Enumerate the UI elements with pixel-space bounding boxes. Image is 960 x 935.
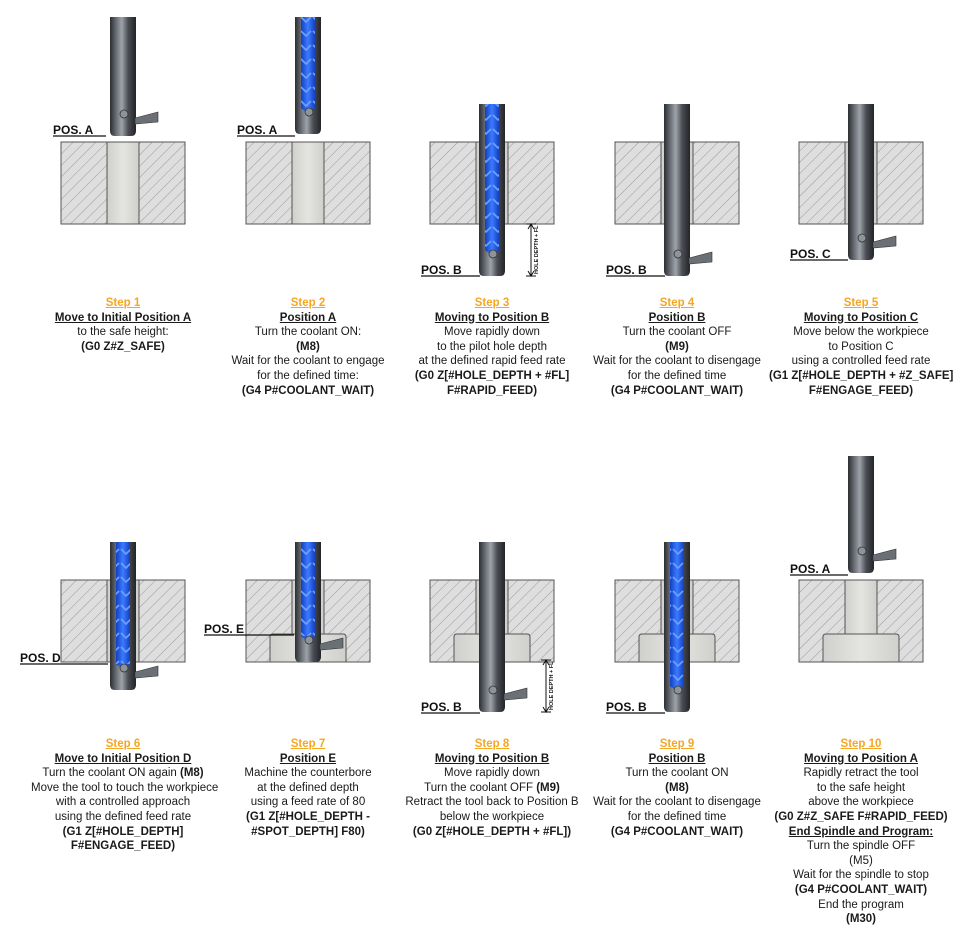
step-instruction xyxy=(585,810,769,825)
step-heading xyxy=(31,752,215,767)
cutting-insert-arm xyxy=(689,252,712,264)
step-heading xyxy=(216,311,400,326)
coolant-flow-arrows xyxy=(301,17,315,108)
step-instruction xyxy=(31,795,215,810)
line-text: (M30) xyxy=(845,913,877,926)
step-instruction xyxy=(31,810,215,825)
tool-screw xyxy=(489,250,497,258)
gcode-command xyxy=(769,369,953,384)
line-text: Moving to Position A xyxy=(804,752,918,765)
depth-dimension xyxy=(526,224,540,276)
line-text: Wait for the spindle to stop xyxy=(793,869,929,882)
line-text: End the program xyxy=(818,898,904,911)
line-text: to the pilot hole depth xyxy=(437,340,547,353)
step-instruction xyxy=(585,369,769,384)
line-text: Move rapidly down xyxy=(444,767,540,780)
line-text: at the defined depth xyxy=(257,781,359,794)
step-instruction xyxy=(31,766,215,781)
step-heading xyxy=(585,311,769,326)
line-text: Wait for the coolant to disengage xyxy=(593,355,761,368)
line-text: (G0 Z#Z_SAFE) xyxy=(81,340,165,353)
step-title: Step 1 xyxy=(105,297,141,309)
line-text: (M8) xyxy=(665,781,689,794)
dimension-label: HOLE DEPTH + FL xyxy=(534,225,540,274)
step-9-description xyxy=(585,737,769,839)
line-text: (G4 P#COOLANT_WAIT) xyxy=(610,384,744,397)
gcode-command xyxy=(769,810,953,825)
position-label: POS. E xyxy=(204,622,245,636)
gcode-command xyxy=(400,384,584,399)
position-label: POS. A xyxy=(53,123,94,137)
line-text: to the safe height: xyxy=(77,326,169,339)
gcode-command xyxy=(585,825,769,840)
boring-tool xyxy=(110,17,158,136)
gcode-command xyxy=(400,369,584,384)
step-title: Step 10 xyxy=(840,738,882,750)
line-text: (G1 Z[#HOLE_DEPTH + #Z_SAFE] xyxy=(769,369,954,382)
step-title: Step 2 xyxy=(290,297,326,309)
line-text: using the defined feed rate xyxy=(54,810,192,823)
step-6-description xyxy=(31,737,219,854)
gcode-command xyxy=(216,810,400,825)
cutting-insert-arm xyxy=(504,688,527,700)
line-text: Wait for the coolant to disengage xyxy=(593,796,761,809)
line-text: below the workpiece xyxy=(439,810,545,823)
boring-tool xyxy=(848,456,896,573)
step-title: Step 4 xyxy=(659,297,695,309)
line-text: #SPOT_DEPTH] F80) xyxy=(251,825,365,838)
line-text: Turn the coolant OFF xyxy=(622,326,732,339)
line-text: Position A xyxy=(279,311,337,324)
line-text: F#ENGAGE_FEED) xyxy=(808,384,914,397)
step-heading xyxy=(769,311,953,326)
gcode-command xyxy=(769,384,953,399)
step-heading xyxy=(400,752,584,767)
line-text: Position B xyxy=(648,752,706,765)
step-10-description xyxy=(769,737,953,927)
line-text: Turn the coolant OFF xyxy=(424,781,537,794)
coolant-flow-arrows xyxy=(485,104,499,250)
line-text: (M5) xyxy=(849,854,873,867)
step-instruction xyxy=(769,781,953,796)
workpiece-block xyxy=(799,580,923,662)
gcode-command xyxy=(216,384,400,399)
tool-screw xyxy=(305,108,313,116)
cutting-insert-arm xyxy=(873,236,896,248)
step-8-description xyxy=(400,737,584,839)
line-text: (G1 Z[#HOLE_DEPTH - xyxy=(246,810,370,823)
pilot-bore xyxy=(107,142,139,224)
line-text: Move the tool to touch the workpiece xyxy=(31,781,219,794)
coolant-flow-arrows xyxy=(301,542,315,636)
line-text: (G0 Z[#HOLE_DEPTH + #FL] xyxy=(414,369,570,382)
step-instruction xyxy=(585,325,769,340)
line-text: (G1 Z[#HOLE_DEPTH] xyxy=(62,825,184,838)
line-text: to the safe height xyxy=(816,781,906,794)
line-text: (G4 P#COOLANT_WAIT) xyxy=(794,883,928,896)
step-instruction xyxy=(585,354,769,369)
line-text: Turn the spindle OFF xyxy=(806,840,916,853)
step-title: Step 9 xyxy=(659,738,695,750)
line-text: F#ENGAGE_FEED) xyxy=(70,840,176,853)
position-label: POS. A xyxy=(790,562,831,576)
gcode-command xyxy=(585,384,769,399)
tool-screw xyxy=(858,547,866,555)
gcode-command xyxy=(216,340,400,355)
line-text: Move to Initial Position A xyxy=(54,311,192,324)
step-heading xyxy=(585,752,769,767)
tool-screw xyxy=(305,636,313,644)
cutting-insert-arm xyxy=(873,549,896,561)
line-text: End Spindle and Program: xyxy=(788,825,934,838)
boring-tool xyxy=(664,542,690,712)
step-instruction xyxy=(400,810,584,825)
gcode-command xyxy=(31,825,215,840)
line-text: Move below the workpiece xyxy=(793,326,929,339)
tool-screw xyxy=(120,664,128,672)
workpiece-block xyxy=(61,142,185,224)
line-text: to Position C xyxy=(828,340,894,353)
boring-tool xyxy=(479,104,505,276)
gcode-command xyxy=(769,912,953,927)
step-instruction xyxy=(585,795,769,810)
step-heading xyxy=(769,825,953,840)
pilot-bore xyxy=(845,580,877,634)
line-text: Machine the counterbore xyxy=(244,767,372,780)
step-1-description xyxy=(31,296,215,354)
step-instruction xyxy=(400,340,584,355)
step-instruction xyxy=(769,766,953,781)
line-text: F#RAPID_FEED) xyxy=(446,384,538,397)
line-text: Position E xyxy=(279,752,337,765)
step-4-description xyxy=(585,296,769,398)
gcode-command xyxy=(31,340,215,355)
line-text: Moving to Position B xyxy=(434,311,550,324)
gcode-command xyxy=(400,825,584,840)
line-text: for the defined time xyxy=(627,810,727,823)
line-text: for the defined time: xyxy=(257,369,359,382)
line-text: Move to Initial Position D xyxy=(54,752,192,765)
coolant-flow-arrows xyxy=(670,542,684,686)
line-text: (G0 Z#Z_SAFE F#RAPID_FEED) xyxy=(774,810,948,823)
position-label: POS. D xyxy=(20,651,61,665)
line-text: Moving to Position B xyxy=(434,752,550,765)
line-text: with a controlled approach xyxy=(55,796,191,809)
gcode-command xyxy=(585,340,769,355)
tool-screw xyxy=(120,110,128,118)
gcode-command xyxy=(31,839,215,854)
position-label: POS. C xyxy=(790,247,831,261)
gcode-command xyxy=(585,781,769,796)
line-text: Rapidly retract the tool xyxy=(803,767,919,780)
line-text: Wait for the coolant to engage xyxy=(231,355,385,368)
step-title: Step 7 xyxy=(290,738,326,750)
cutting-insert-arm xyxy=(135,666,158,678)
line-text: Turn the coolant ON xyxy=(625,767,729,780)
step-3-description xyxy=(400,296,584,398)
step-title: Step 3 xyxy=(474,297,510,309)
tool-shank xyxy=(848,456,874,573)
line-text: Retract the tool back to Position B xyxy=(405,796,579,809)
boring-tool xyxy=(295,17,321,134)
position-label: POS. B xyxy=(606,700,647,714)
tool-screw xyxy=(858,234,866,242)
line-text: (M8) xyxy=(296,340,320,353)
step-instruction xyxy=(216,354,400,369)
line-text: Move rapidly down xyxy=(444,326,540,339)
tool-screw xyxy=(674,686,682,694)
pilot-bore xyxy=(292,142,324,224)
line-text: using a controlled feed rate xyxy=(791,355,931,368)
step-instruction xyxy=(769,354,953,369)
gcode-command: (M9) xyxy=(536,781,560,794)
line-text: Turn the coolant ON: xyxy=(254,326,362,339)
step-instruction xyxy=(769,340,953,355)
line-text: at the defined rapid feed rate xyxy=(418,355,566,368)
position-label: POS. A xyxy=(237,123,278,137)
line-text: using a feed rate of 80 xyxy=(250,796,366,809)
dimension-label: HOLE DEPTH + FL xyxy=(549,661,555,710)
line-text: (G4 P#COOLANT_WAIT) xyxy=(610,825,744,838)
step-heading xyxy=(31,311,215,326)
step-instruction xyxy=(216,369,400,384)
line-text: (G0 Z[#HOLE_DEPTH + #FL]) xyxy=(412,825,572,838)
step-instruction xyxy=(216,766,400,781)
step-instruction xyxy=(31,781,219,796)
step-heading xyxy=(216,752,400,767)
step-instruction xyxy=(769,795,953,810)
depth-dimension xyxy=(541,660,555,712)
cutting-insert-arm xyxy=(135,112,158,124)
step-instruction xyxy=(400,766,584,781)
step-heading xyxy=(400,311,584,326)
step-instruction xyxy=(400,795,584,810)
step-5-description xyxy=(769,296,953,398)
step-title: Step 8 xyxy=(474,738,510,750)
line-text: Turn the coolant ON again xyxy=(42,767,180,780)
step-instruction xyxy=(769,898,953,913)
step-instruction xyxy=(216,325,400,340)
line-text: for the defined time xyxy=(627,369,727,382)
gcode-command xyxy=(216,825,400,840)
line-text: (M9) xyxy=(665,340,689,353)
step-heading xyxy=(769,752,953,767)
gcode-command: (M8) xyxy=(180,767,204,780)
step-instruction xyxy=(585,766,769,781)
line-text: Position B xyxy=(648,311,706,324)
step-2-description xyxy=(216,296,400,398)
counterbore xyxy=(823,634,899,662)
step-instruction xyxy=(31,325,215,340)
step-title: Step 6 xyxy=(105,738,141,750)
position-label: POS. B xyxy=(606,263,647,277)
step-instruction xyxy=(216,781,400,796)
line-text: above the workpiece xyxy=(808,796,914,809)
step-instruction xyxy=(400,354,584,369)
step-instruction xyxy=(216,795,400,810)
position-label: POS. B xyxy=(421,263,462,277)
gcode-command xyxy=(769,883,953,898)
step-7-description xyxy=(216,737,400,839)
step-instruction xyxy=(400,781,584,796)
step-title: Step 5 xyxy=(843,297,879,309)
line-text: Moving to Position C xyxy=(803,311,919,324)
step-instruction xyxy=(769,839,953,854)
step-instruction xyxy=(769,868,953,883)
step-instruction xyxy=(400,325,584,340)
tool-screw xyxy=(674,250,682,258)
line-text: (G4 P#COOLANT_WAIT) xyxy=(241,384,375,397)
workpiece-block xyxy=(246,142,370,224)
step-instruction xyxy=(769,325,953,340)
coolant-flow-arrows xyxy=(116,542,130,664)
position-label: POS. B xyxy=(421,700,462,714)
tool-screw xyxy=(489,686,497,694)
step-instruction xyxy=(769,854,953,869)
